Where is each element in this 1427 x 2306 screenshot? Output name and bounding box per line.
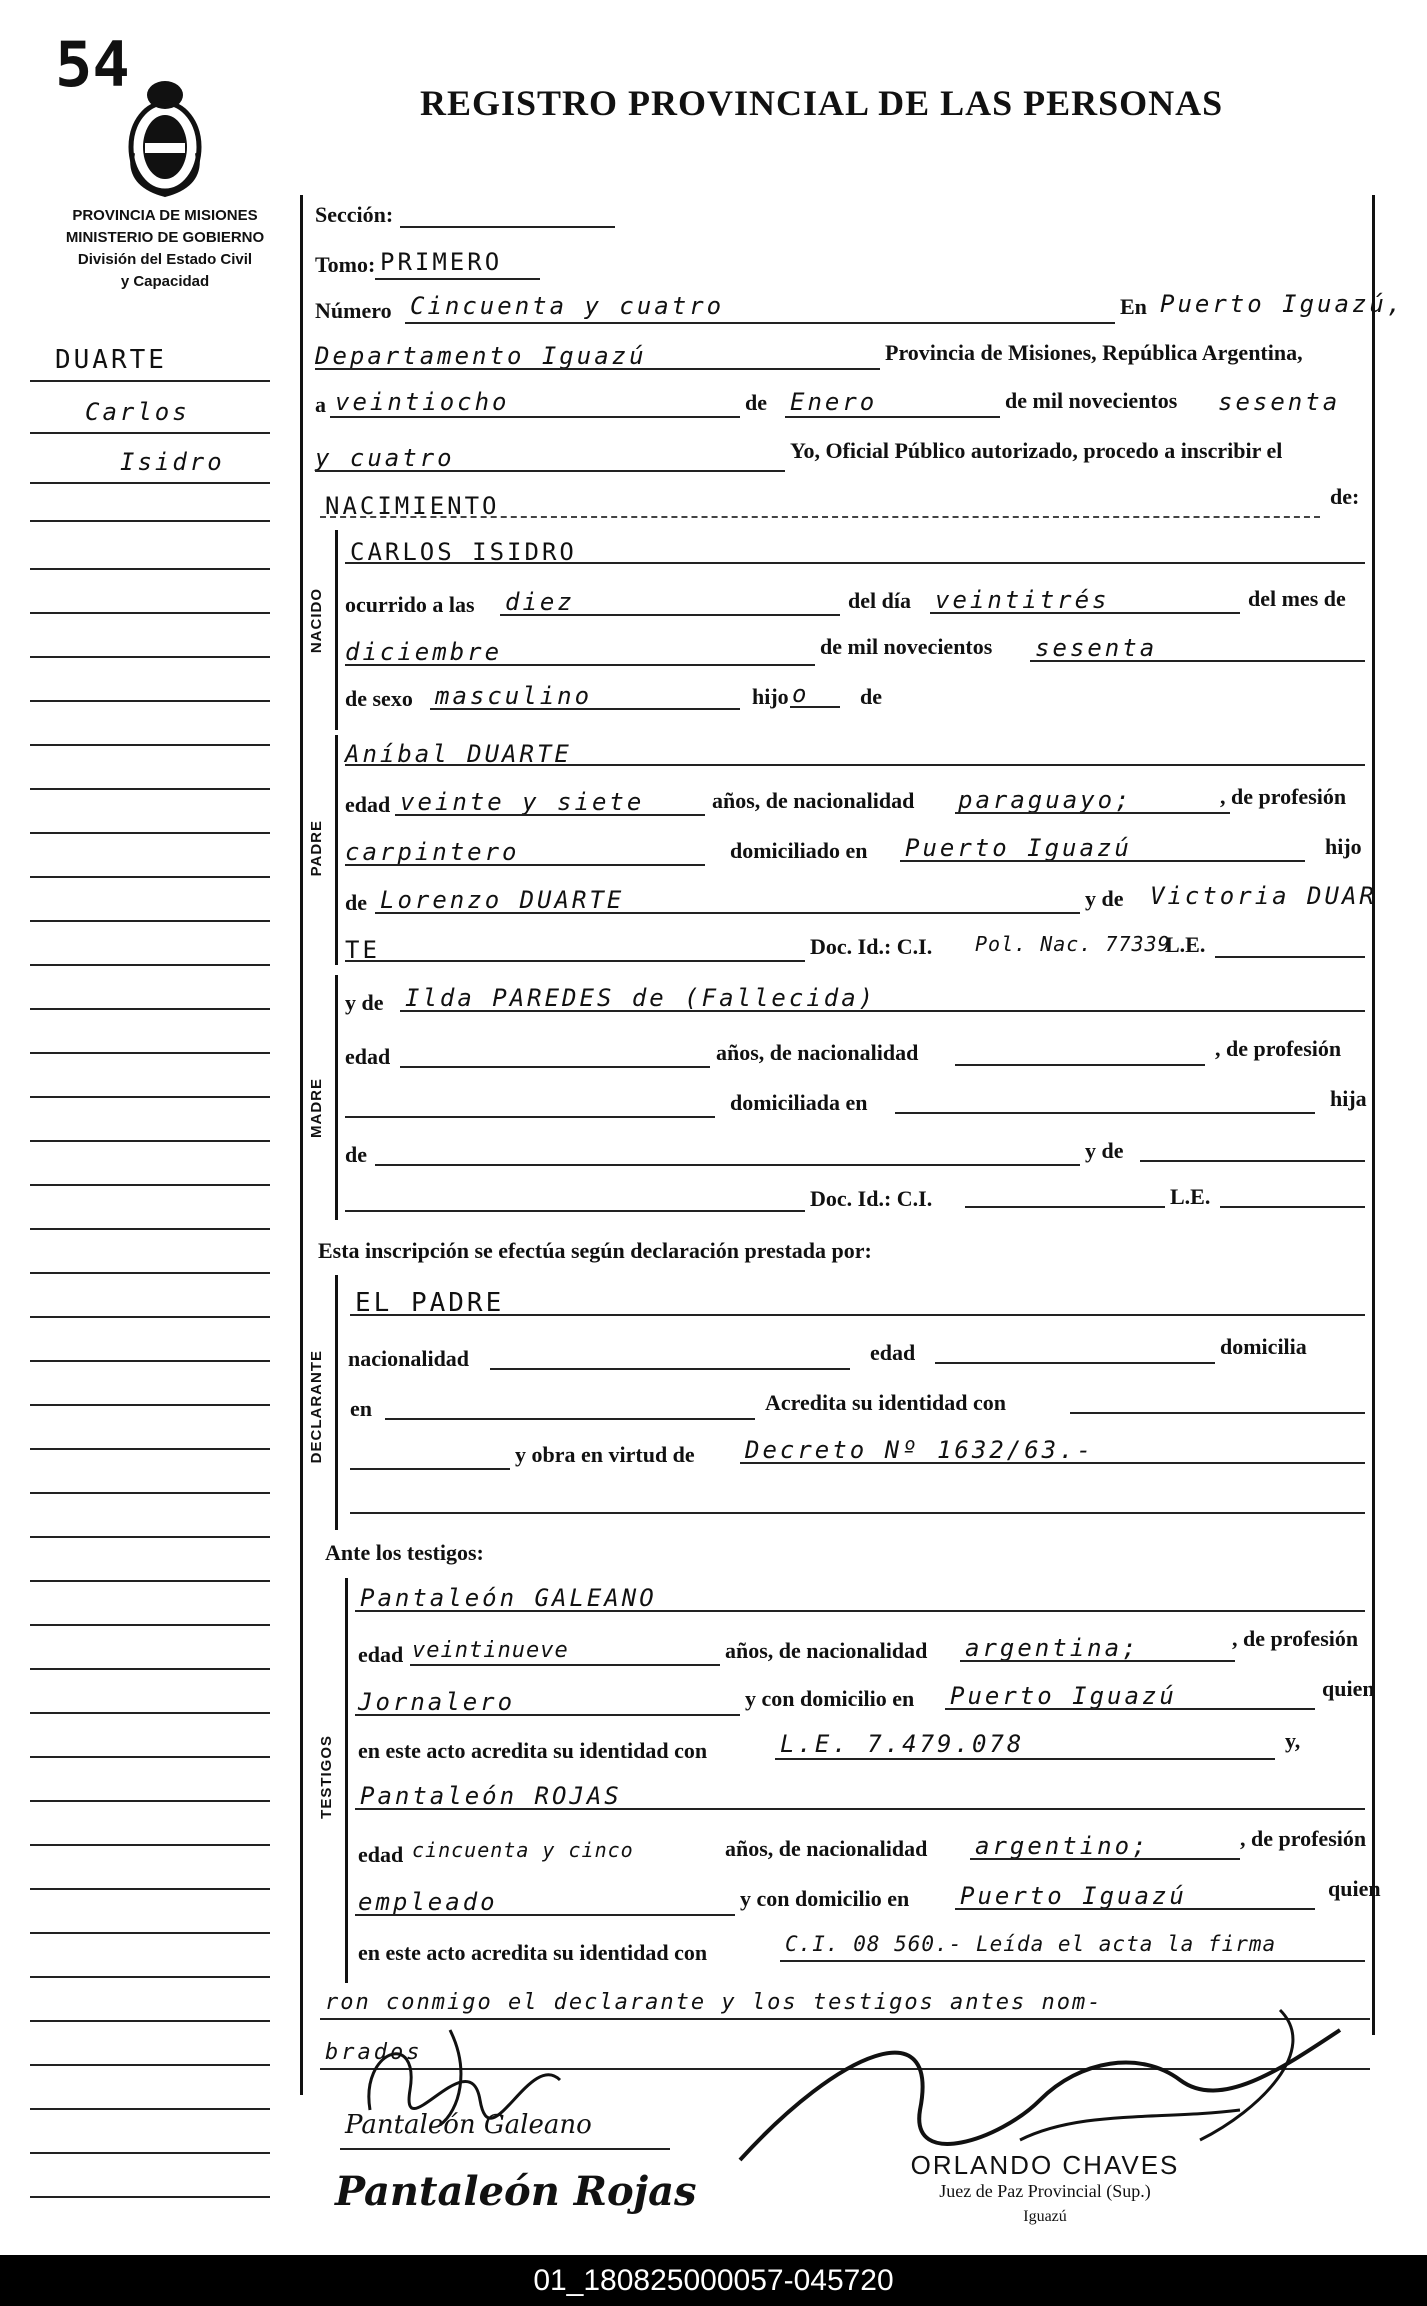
declarante-section-label: DECLARANTE [308, 1350, 325, 1464]
en-value: Puerto Iguazú, [1160, 290, 1405, 318]
frame-right-border [1372, 195, 1375, 2035]
testigo1-profesion-value: Jornalero [358, 1688, 516, 1716]
madre-y-de2-label: y de [1085, 1138, 1124, 1163]
mes-nacimiento-value: diciembre [345, 638, 503, 666]
coat-of-arms-icon [125, 75, 205, 200]
margin-second-name: Isidro [120, 448, 225, 476]
anio-nacimiento-value: sesenta [1035, 634, 1158, 662]
padre-nombre: Aníbal DUARTE [345, 740, 572, 768]
padre-edad-label: edad [345, 792, 391, 817]
padre-de-label: de [345, 890, 367, 915]
judge-stamp [880, 2150, 1210, 2226]
dia-nacimiento-value: veintitrés [935, 586, 1110, 614]
abuela-nombre-cont: TE [345, 936, 380, 964]
padre-profesion-label: , de profesión [1220, 784, 1347, 809]
frame-left-border [300, 195, 303, 2095]
del-dia-label: del día [848, 588, 911, 613]
padre-hijo-label: hijo [1325, 834, 1362, 859]
madre-profesion-label: , de profesión [1215, 1036, 1342, 1061]
padre-edad-value: veinte y siete [400, 788, 645, 816]
de-label: de [745, 390, 767, 415]
testigo1-nacionalidad-label: años, de nacionalidad [725, 1638, 928, 1663]
margin-given-name: Carlos [85, 398, 190, 426]
ministry-line: MINISTERIO DE GOBIERNO [65, 229, 265, 246]
nacido-section-label: NACIDO [308, 588, 325, 654]
testigo1-domicilio-value: Puerto Iguazú [950, 1682, 1177, 1710]
testigo1-quien-label: quien [1322, 1676, 1375, 1701]
tomo-label: Tomo: [315, 252, 376, 277]
stamp-name: ORLANDO CHAVES [910, 2150, 1180, 2180]
numero-label: Número [315, 298, 392, 323]
anio-value-2: y cuatro [315, 444, 455, 472]
madre-section-label: MADRE [308, 1078, 325, 1138]
madre-y-de-label: y de [345, 990, 384, 1015]
tomo-value: PRIMERO [380, 248, 503, 276]
page-title: REGISTRO PROVINCIAL DE LAS PERSONAS [420, 83, 1224, 123]
numero-value: Cincuenta y cuatro [410, 292, 725, 320]
de-padres-label: de [860, 684, 882, 709]
testigo1-y-label: y, [1285, 1728, 1301, 1753]
testigo1-edad-value: veintinueve [412, 1638, 569, 1663]
seccion-label: Sección: [315, 202, 394, 227]
ocurrido-label: ocurrido a las [345, 592, 475, 617]
madre-edad-label: edad [345, 1044, 391, 1069]
signature-galeano: Pantaleón Galeano [345, 2110, 592, 2140]
testigo2-acredita-label: en este acto acredita su identidad con [358, 1940, 708, 1965]
closing-line-1: ron conmigo el declarante y los testigos antes nom- [325, 1990, 1103, 2015]
testigo1-edad-label: edad [358, 1642, 404, 1667]
departamento-value: Departamento Iguazú [315, 342, 647, 370]
declaracion-label: Esta inscripción se efectúa según declaración prestada por: [318, 1238, 872, 1263]
madre-le-label: L.E. [1170, 1184, 1211, 1209]
declarante-nacionalidad-label: nacionalidad [348, 1346, 470, 1371]
mil-nacimiento-label: de mil novecientos [820, 634, 993, 659]
hora-value: diez [505, 588, 575, 616]
anio-value-1: sesenta [1218, 388, 1341, 416]
testigo2-edad-label: edad [358, 1842, 404, 1867]
stamp-place: Iguazú [1023, 2208, 1067, 2225]
a-label: a [315, 392, 326, 417]
testigo2-doc-value: C.I. 08 560.- Leída el acta la firma [785, 1932, 1277, 1956]
madre-nacionalidad-label: años, de nacionalidad [716, 1040, 919, 1065]
hijo-value: o [792, 680, 810, 708]
testigo1-profesion-label: , de profesión [1232, 1626, 1359, 1651]
madre-hija-label: hija [1330, 1086, 1367, 1111]
testigo2-edad-value: cincuenta y cinco [412, 1838, 634, 1862]
del-mes-label: del mes de [1248, 586, 1346, 611]
testigo2-nombre: Pantaleón ROJAS [360, 1782, 622, 1810]
testigo2-nacionalidad-value: argentino; [975, 1832, 1150, 1860]
document-id-footer: 01_180825000057-045720 [0, 2255, 1427, 2306]
padre-le-label: L.E. [1165, 932, 1206, 957]
madre-doc-label: Doc. Id.: C.I. [810, 1186, 933, 1211]
madre-nombre: Ilda PAREDES de (Fallecida) [405, 984, 877, 1012]
testigo2-nacionalidad-label: años, de nacionalidad [725, 1836, 928, 1861]
en-label: En [1120, 294, 1147, 319]
testigo1-domicilio-label: y con domicilio en [745, 1686, 915, 1711]
declarante-domicilia-label: domicilia [1220, 1334, 1307, 1359]
madre-de-label: de [345, 1142, 367, 1167]
declarante-acredita-label: Acredita su identidad con [765, 1390, 1007, 1415]
testigo1-nombre: Pantaleón GALEANO [360, 1584, 657, 1612]
capacity-line: y Capacidad [120, 273, 210, 290]
division-line: División del Estado Civil [77, 251, 253, 268]
page-number: 54 [55, 28, 130, 101]
padre-nacionalidad-label: años, de nacionalidad [712, 788, 915, 813]
province-line: PROVINCIA DE MISIONES [72, 207, 258, 224]
declarante-obra-label: y obra en virtud de [515, 1442, 695, 1467]
padre-doc-label: Doc. Id.: C.I. [810, 934, 933, 959]
declarante-obra-value: Decreto Nº 1632/63.- [745, 1436, 1094, 1464]
testigo2-profesion-value: empleado [358, 1888, 498, 1916]
sexo-label: de sexo [345, 686, 413, 711]
declarante-edad-label: edad [870, 1340, 916, 1365]
padre-domicilio-value: Puerto Iguazú [905, 834, 1132, 862]
margin-surname: DUARTE [55, 345, 167, 375]
testigo2-profesion-label: , de profesión [1240, 1826, 1367, 1851]
testigo2-domicilio-value: Puerto Iguazú [960, 1882, 1187, 1910]
testigos-section-label: TESTIGOS [318, 1735, 335, 1819]
padre-section-label: PADRE [308, 820, 325, 877]
testigo2-domicilio-label: y con domicilio en [740, 1886, 910, 1911]
provincia-label: Provincia de Misiones, República Argentina, [885, 340, 1303, 365]
madre-domiciliada-label: domiciliada en [730, 1090, 868, 1115]
issuer-header [30, 205, 300, 293]
closing-line-2: brados [325, 2040, 423, 2065]
padre-doc-value: Pol. Nac. 77339 [975, 932, 1171, 956]
testigo2-quien-label: quien [1328, 1876, 1381, 1901]
yo-label: Yo, Oficial Público autorizado, procedo a inscribir el [790, 438, 1283, 463]
signature-rojas: Pantaleón Rojas [335, 2168, 697, 2215]
dia-value: veintiocho [335, 388, 510, 416]
abuelo-nombre: Lorenzo DUARTE [380, 886, 625, 914]
hijo-label: hijo [752, 684, 789, 709]
padre-domiciliado-label: domiciliado en [730, 838, 868, 863]
nacido-nombre: CARLOS ISIDRO [350, 538, 577, 566]
padre-profesion-value: carpintero [345, 838, 520, 866]
declarante-nombre: EL PADRE [355, 1288, 505, 1318]
stamp-role: Juez de Paz Provincial (Sup.) [939, 2181, 1151, 2201]
testigo1-acredita-label: en este acto acredita su identidad con [358, 1738, 708, 1763]
testigos-label: Ante los testigos: [325, 1540, 484, 1565]
padre-y-de-label: y de [1085, 886, 1124, 911]
abuela-nombre: Victoria DUAR [1150, 882, 1377, 910]
testigo1-doc-value: L.E. 7.479.078 [780, 1730, 1025, 1758]
testigo1-nacionalidad-value: argentina; [965, 1634, 1140, 1662]
sexo-value: masculino [435, 682, 593, 710]
mes-value: Enero [790, 388, 878, 416]
mil-label: de mil novecientos [1005, 388, 1178, 413]
de-colon-label: de: [1330, 484, 1360, 509]
declarante-en-label: en [350, 1396, 372, 1421]
padre-nacionalidad-value: paraguayo; [958, 786, 1133, 814]
acto-value: NACIMIENTO [325, 492, 500, 520]
